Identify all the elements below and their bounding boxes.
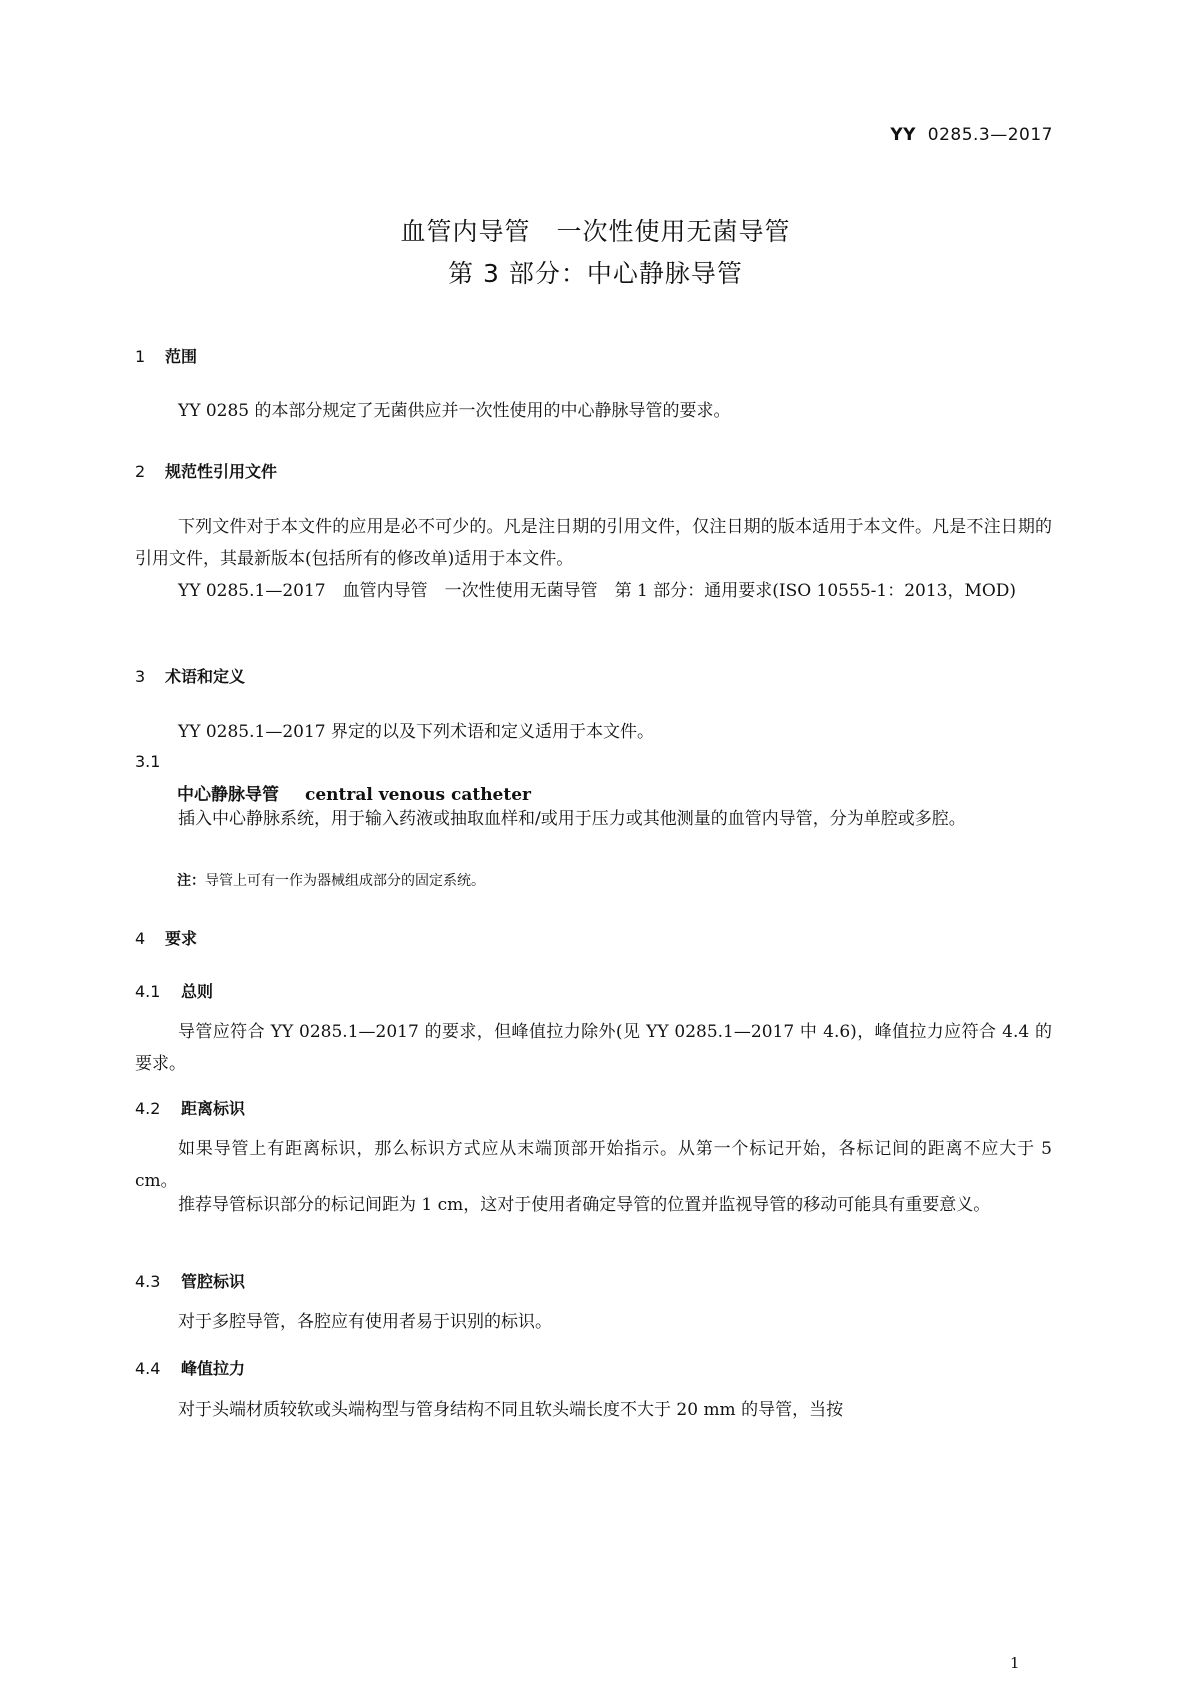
section-4-4-paragraph: 对于头端材质较软或头端构型与管身结构不同且软头端长度不大于 20 mm 的导管，当按 [178,1400,844,1420]
standard-number: YY 0285.3—2017 [890,125,1053,145]
section-3-paragraph: YY 0285.1—2017 界定的以及下列术语和定义适用于本文件。 [178,722,654,742]
section-4-1-paragraph: 导管应符合 YY 0285.1—2017 的要求，但峰值拉力除外(见 YY 0285.1—2017 中 4.6)，峰值拉力应符合 4.4 的要求。 [135,1022,1052,1074]
page-number: 1 [1010,1654,1020,1672]
section-4-2-paragraph-2: 推荐导管标识部分的标记间距为 1 cm，这对于使用者确定导管的位置并监视导管的移动可能具有重要意义。 [178,1195,991,1215]
section-3-heading: 3 术语和定义 [135,667,246,686]
term-3-1-definition: 插入中心静脉系统，用于输入药液或抽取血样和/或用于压力或其他测量的血管内导管，分为单腔或多腔。 [178,809,966,829]
section-4-3-paragraph: 对于多腔导管，各腔应有使用者易于识别的标识。 [178,1312,552,1332]
section-4-heading: 4 要求 [135,929,198,948]
term-3-1-number: 3.1 [135,752,161,771]
section-2-paragraph-1: 下列文件对于本文件的应用是必不可少的。凡是注日期的引用文件，仅注日期的版本适用于本文件。凡是不注日期的引用文件，其最新版本(包括所有的修改单)适用于本文件。 [135,517,1052,569]
section-4-4-heading: 4.4 峰值拉力 [135,1359,246,1378]
document-subtitle: 第 3 部分：中心静脉导管 [448,259,743,288]
section-4-3-heading: 4.3 管腔标识 [135,1272,246,1291]
section-1-paragraph: YY 0285 的本部分规定了无菌供应并一次性使用的中心静脉导管的要求。 [178,401,731,421]
section-4-1-heading: 4.1 总则 [135,982,214,1001]
section-1-heading: 1 范围 [135,347,198,366]
section-2-heading: 2 规范性引用文件 [135,462,278,481]
term-3-1-title: 中心静脉导管 central venous catheter [177,785,531,805]
section-4-2-paragraph-1: 如果导管上有距离标识，那么标识方式应从末端顶部开始指示。从第一个标记开始，各标记间的距离不应大于 5 cm。 [135,1139,1052,1191]
section-4-2-heading: 4.2 距离标识 [135,1099,246,1118]
section-2-paragraph-2: YY 0285.1—2017 血管内导管 一次性使用无菌导管 第 1 部分：通用要求(ISO 10555-1：2013，MOD) [178,581,1017,601]
term-3-1-note: 注：导管上可有一作为器械组成部分的固定系统。 [177,873,485,889]
document-title: 血管内导管 一次性使用无菌导管 [400,217,791,246]
